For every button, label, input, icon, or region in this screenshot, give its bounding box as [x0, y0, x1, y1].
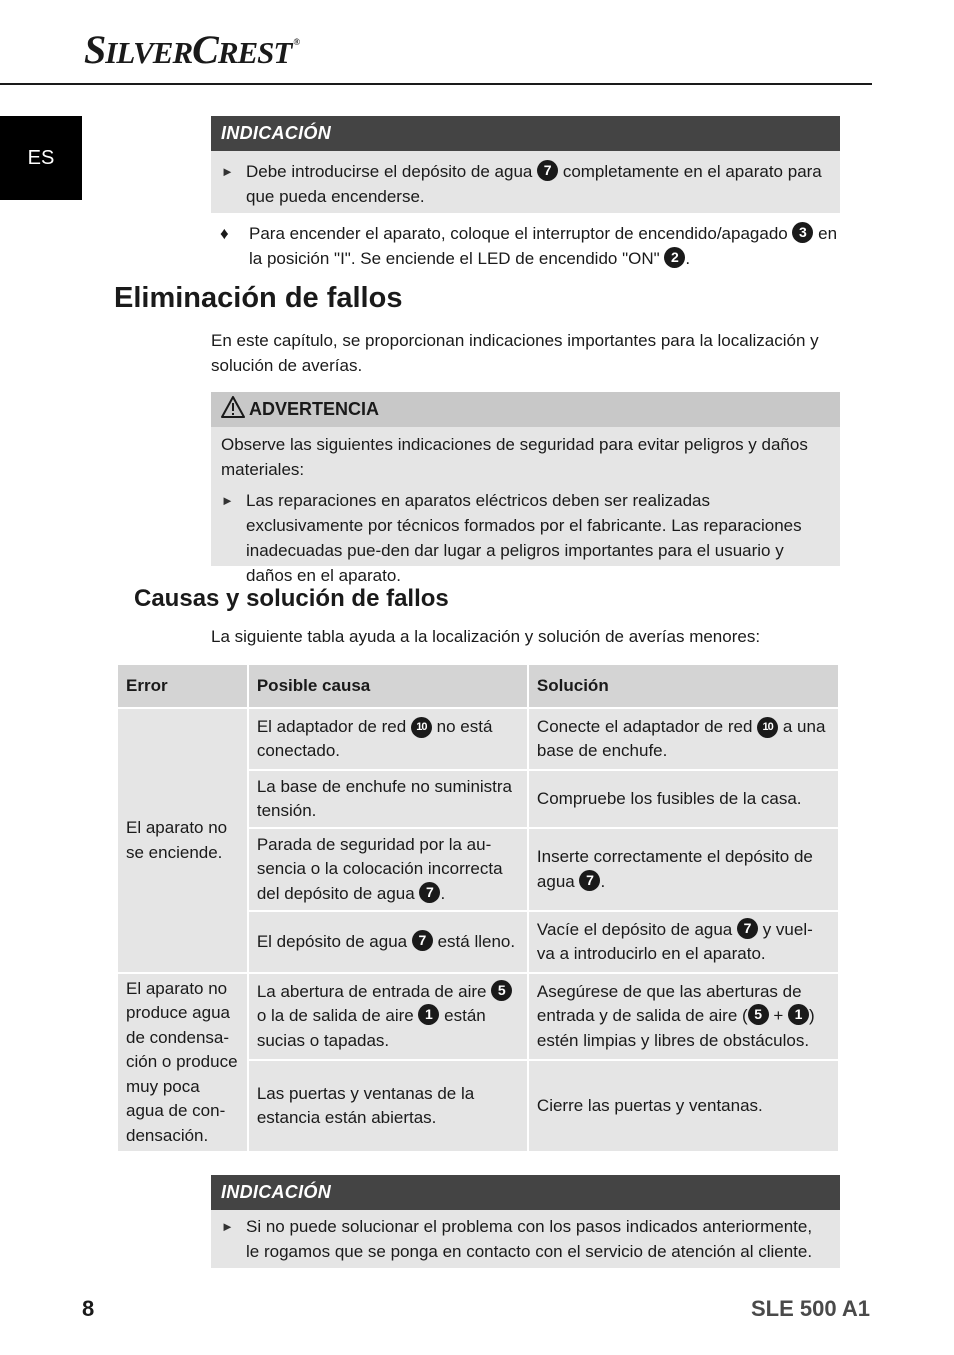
error-cell: El aparato no produce agua de condensa-ción o produce muy poca agua de con-densación. — [117, 973, 248, 1152]
solution-cell: Compruebe los fusibles de la casa. — [528, 770, 839, 828]
part-number-badge: 5 — [491, 980, 512, 1001]
table-row — [117, 708, 839, 770]
error-cell: El aparato no se enciende. — [117, 708, 248, 973]
header-rule — [0, 83, 872, 85]
solution-cell: Vacíe el depósito de agua 7 y vuel-va a introducirlo en el aparato. — [528, 911, 839, 973]
troubleshooting-table — [116, 663, 840, 1153]
part-number-badge: 10 — [411, 717, 432, 738]
solution-cell: Conecte el adaptador de red 10 a una base de enchufe. — [528, 708, 839, 770]
table-row — [117, 973, 839, 1060]
part-number-badge: 7 — [579, 870, 600, 891]
solution-cell: Asegúrese de que las aberturas de entrada y de salida de aire ( 5 + 1 ) estén limpias y libres de obstáculos. — [528, 973, 839, 1060]
note-bullet: ► Debe introducirse el depósito de agua 7 completamente en el aparato para que pueda encenderse. — [211, 151, 840, 209]
warning-title: ADVERTENCIA — [211, 392, 840, 427]
warning-bullet: ► Las reparaciones en aparatos eléctricos deben ser realizadas exclusivamente por técnicos formados por el fabricante. Las reparaciones inadecuadas pue-den dar lugar a peligros importantes para el usuario y daños en el aparato. — [211, 482, 840, 588]
cause-cell: Parada de seguridad por la au-sencia o la colocación incorrecta del depósito de agua 7 . — [248, 828, 528, 911]
part-number-badge: 10 — [757, 717, 778, 738]
arrow-bullet-icon: ► — [221, 1219, 234, 1234]
note-bullet: ► Si no puede solucionar el problema con los pasos indicados anteriormente, le rogamos que se ponga en contacto con el servicio de atención al cliente. — [211, 1210, 840, 1264]
subsection-title: Causas y solución de fallos — [134, 585, 449, 612]
part-number-badge: 7 — [412, 930, 433, 951]
part-number-badge: 7 — [537, 160, 558, 181]
note-box-bottom — [211, 1175, 840, 1268]
section-intro: En este capítulo, se proporcionan indicaciones importantes para la localización y solución de averías. — [211, 331, 819, 375]
column-header: Solución — [528, 664, 839, 708]
language-tab: ES — [0, 116, 82, 200]
solution-cell: Inserte correctamente el depósito de agua 7 . — [528, 828, 839, 911]
warning-intro: Observe las siguientes indicaciones de seguridad para evitar peligros y daños materiales: — [221, 435, 808, 479]
part-number-badge: 1 — [788, 1004, 809, 1025]
diamond-bullet-icon: ♦ — [220, 224, 229, 243]
cause-cell: El adaptador de red 10 no está conectado. — [248, 708, 528, 770]
cause-cell: El depósito de agua 7 está lleno. — [248, 911, 528, 973]
warning-box — [211, 392, 840, 585]
section-title: Eliminación de fallos — [114, 282, 403, 314]
cause-cell: Las puertas y ventanas de la estancia están abiertas. — [248, 1060, 528, 1152]
note-box-top — [211, 116, 840, 213]
cause-cell: La abertura de entrada de aire 5 o la de salida de aire 1 están sucias o tapadas. — [248, 973, 528, 1060]
arrow-bullet-icon: ► — [221, 493, 234, 508]
cause-cell: La base de enchufe no suministra tensión. — [248, 770, 528, 828]
part-number-badge: 7 — [737, 918, 758, 939]
column-header: Error — [117, 664, 248, 708]
power-on-instruction: ♦ Para encender el aparato, coloque el interruptor de encendido/apagado 3 en la posición "I". Se enciende el LED de encendido "ON" 2 . — [220, 224, 838, 268]
model-number: SLE 500 A1 — [750, 1296, 870, 1321]
column-header: Posible causa — [248, 664, 528, 708]
arrow-bullet-icon: ► — [221, 164, 234, 179]
warning-triangle-icon — [221, 396, 245, 418]
part-number-badge: 2 — [664, 247, 685, 268]
part-number-badge: 1 — [418, 1004, 439, 1025]
page-number: 8 — [82, 1296, 95, 1321]
table-header-row — [117, 664, 839, 708]
subsection-intro: La siguiente tabla ayuda a la localización y solución de averías menores: — [211, 627, 761, 646]
note-title: INDICACIÓN — [211, 1175, 840, 1210]
note-title: INDICACIÓN — [211, 116, 840, 151]
solution-cell: Cierre las puertas y ventanas. — [528, 1060, 839, 1152]
brand-logo: SILVERCREST ® — [84, 27, 300, 72]
part-number-badge: 5 — [748, 1004, 769, 1025]
part-number-badge: 3 — [792, 222, 813, 243]
part-number-badge: 7 — [419, 882, 440, 903]
